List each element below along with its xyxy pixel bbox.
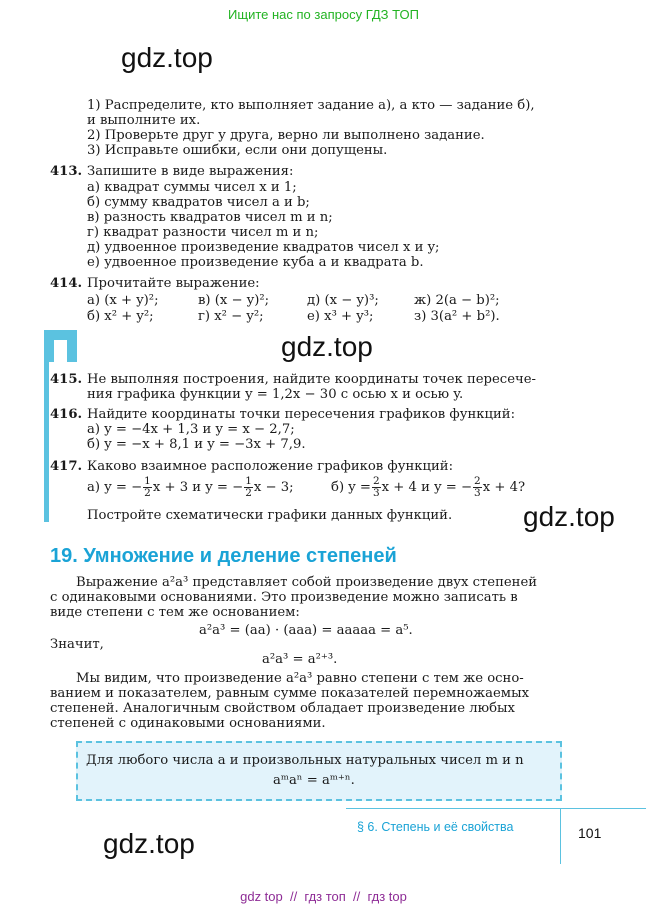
ex417-a-label: а) y = − <box>87 480 143 495</box>
ex416-item-a: а) y = −4x + 1,3 и y = x − 2,7; <box>87 422 295 437</box>
ex414-item-d: г) x² − y²; <box>198 309 264 324</box>
ex414-item-g: ж) 2(a − b)²; <box>414 293 500 308</box>
page-number: 101 <box>578 825 602 841</box>
ex414-item-e: д) (x − y)³; <box>307 293 379 308</box>
ex414-item-c: в) (x − y)²; <box>198 293 270 308</box>
formula-2: a²a³ = a²⁺³. <box>262 652 338 667</box>
top-banner[interactable]: Ищите нас по запросу ГДЗ ТОП <box>228 7 419 22</box>
fraction <box>244 476 253 499</box>
ex413-item-c: в) разность квадратов чисел m и n; <box>87 210 333 225</box>
section-p1-line-1: Выражение a²a³ представляет собой произведение двух степеней <box>76 575 538 590</box>
section-title: 19. Умножение и деление степеней <box>50 545 397 567</box>
watermark-1: gdz.top <box>121 42 213 73</box>
p-icon-inner <box>54 340 67 362</box>
fraction-num: 2 <box>474 475 481 487</box>
intro-line-2: и выполните их. <box>87 113 201 128</box>
fraction-num: 2 <box>372 475 380 487</box>
ex416-number: 416. <box>50 407 83 422</box>
watermark-2: gdz.top <box>281 331 373 362</box>
ex417-a-end: x − 3; <box>253 480 294 495</box>
ex413-item-e: д) удвоенное произведение квадратов чисел x и y; <box>87 240 440 255</box>
footer-divider <box>346 808 646 809</box>
footer-section-ref: § 6. Степень и её свойства <box>357 820 514 834</box>
ex417-number: 417. <box>50 459 83 474</box>
intro-line-1: 1) Распределите, кто выполняет задание а), а кто — задание б), <box>87 98 535 113</box>
intro-line-4: 3) Исправьте ошибки, если они допущены. <box>87 143 388 158</box>
watermark-4: gdz.top <box>103 828 195 859</box>
ex414-question: Прочитайте выражение: <box>87 276 260 291</box>
ex417-b-mid: x + 4 и y = − <box>381 480 473 495</box>
ex413-item-a: а) квадрат суммы чисел x и 1; <box>87 180 297 195</box>
ex414-item-h: з) 3(a² + b²). <box>414 309 500 324</box>
section-p2-line-1: Мы видим, что произведение a²a³ равно степени с тем же осно- <box>76 671 524 686</box>
fraction-num: 1 <box>245 475 252 487</box>
fraction-den: 3 <box>474 487 481 499</box>
ex413-item-b: б) сумму квадратов чисел a и b; <box>87 195 310 210</box>
ex413-question: Запишите в виде выражения: <box>87 164 294 179</box>
fraction <box>372 476 381 499</box>
bottom-links[interactable]: gdz top // гдз топ // гдз top <box>240 889 407 904</box>
rule-box <box>76 741 562 801</box>
ex416-item-b: б) y = −x + 8,1 и y = −3x + 7,9. <box>87 437 306 452</box>
watermark-3: gdz.top <box>523 501 615 532</box>
ex414-item-b: б) x² + y²; <box>87 309 154 324</box>
ex413-number: 413. <box>50 164 83 179</box>
ex415-line-1: Не выполняя построения, найдите координаты точек пересече- <box>87 372 536 387</box>
ex414-item-f: е) x³ + y³; <box>307 309 374 324</box>
section-p2-line-2: ванием и показателем, равным сумме показателей перемножаемых <box>50 686 529 701</box>
section-p1-line-3: виде степени с тем же основанием: <box>50 605 300 620</box>
ex417-note: Постройте схематически графики данных функций. <box>87 508 453 523</box>
ex416-question: Найдите координаты точки пересечения графиков функций: <box>87 407 516 422</box>
fraction <box>143 476 152 499</box>
fraction-num: 1 <box>144 475 151 487</box>
fraction-den: 2 <box>245 487 252 499</box>
ex415-line-2: ния графика функции y = 1,2x − 30 с осью x и осью y. <box>87 387 464 402</box>
section-p2-line-3: степеней. Аналогичным свойством обладает произведение любых <box>50 701 515 716</box>
ex413-item-d: г) квадрат разности чисел m и n; <box>87 225 319 240</box>
section-p2-line-4: степеней с одинаковыми основаниями. <box>50 716 326 731</box>
ex417-b-end: x + 4? <box>482 480 526 495</box>
intro-line-3: 2) Проверьте друг у друга, верно ли выполнено задание. <box>87 128 485 143</box>
footer-divider-vertical <box>560 808 561 864</box>
rule-formula: aᵐaⁿ = aᵐ⁺ⁿ. <box>273 773 355 788</box>
ex417-item-a <box>87 476 294 499</box>
ex417-question: Каково взаимное расположение графиков функций: <box>87 459 454 474</box>
rule-text: Для любого числа a и произвольных натуральных чисел m и n <box>86 753 524 768</box>
ex415-number: 415. <box>50 372 83 387</box>
fraction <box>473 476 482 499</box>
so-label: Значит, <box>50 637 104 652</box>
fraction-den: 2 <box>144 487 151 499</box>
ex417-b-label: б) y = <box>331 480 371 495</box>
ex413-item-f: е) удвоенное произведение куба a и квадрата b. <box>87 255 424 270</box>
ex417-item-b <box>331 476 525 499</box>
ex417-a-mid: x + 3 и y = − <box>152 480 244 495</box>
fraction-den: 3 <box>372 487 380 499</box>
section-p1-line-2: с одинаковыми основаниями. Это произведение можно записать в <box>50 590 518 605</box>
ex414-number: 414. <box>50 276 83 291</box>
formula-1: a²a³ = (aa) · (aaa) = aaaaa = a⁵. <box>199 623 413 638</box>
ex414-item-a: а) (x + y)²; <box>87 293 159 308</box>
